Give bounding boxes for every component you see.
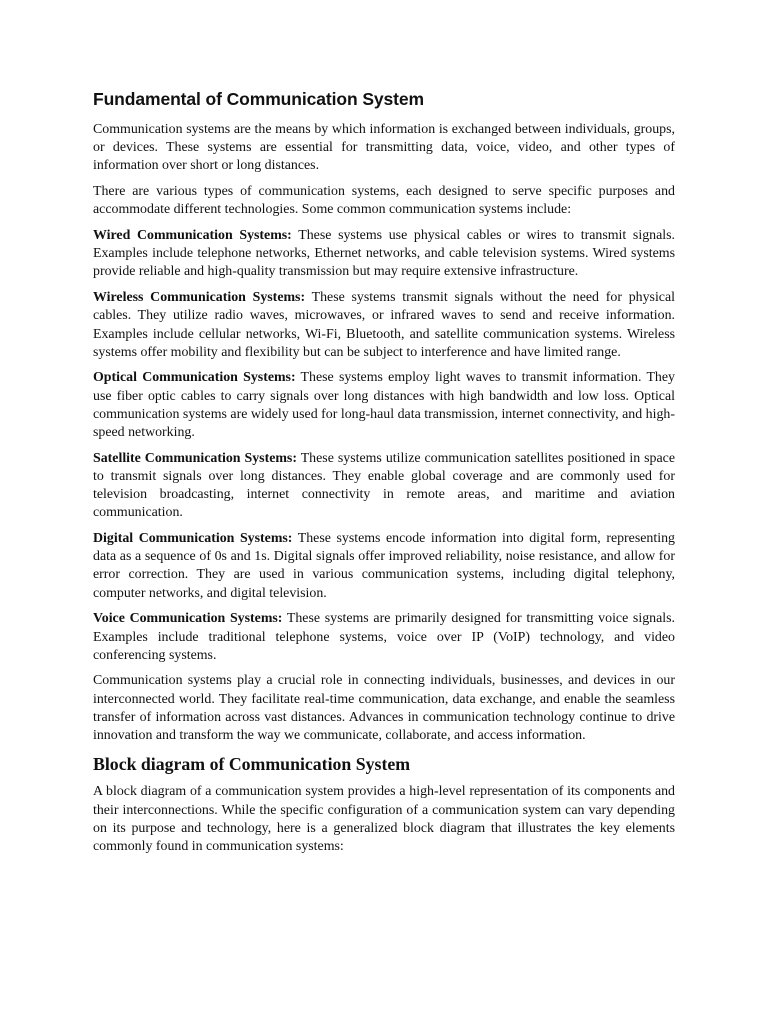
document-page: [93, 88, 675, 864]
satellite-systems-text: These systems utilize communication satellites positioned in space to transmit signals over long distances. They enable global coverage and are commonly used for television broadcasting, internet connectivity in remote areas, and maritime and aviation communication.: [93, 450, 675, 521]
wireless-systems-term: Wireless Communication Systems:: [93, 290, 306, 306]
intro-paragraph-2: There are various types of communication systems, each designed to serve specific purposes and accommodate different technologies. Some common communication systems include:: [93, 184, 675, 218]
optical-systems-text: These systems employ light waves to transmit information. They use fiber optic cables to carry signals over long distances with high bandwidth and low loss. Optical communication systems are widely used for long-haul data transmission, internet connectivity, and high-speed networking.: [93, 370, 675, 441]
wired-systems-text: These systems use physical cables or wires to transmit signals. Examples include telephone networks, Ethernet networks, and cable television systems. Wired systems provide reliable and high-quality transmission but may require extensive infrastructure.: [93, 228, 675, 280]
wireless-systems-text: These systems transmit signals without the need for physical cables. They utilize radio waves, microwaves, or infrared waves to send and receive information. Examples include cellular networks, Wi-Fi, Bluetooth, and satellite communication systems. Wireless systems offer mobility and flexibility but can be subject to interference and have limited range.: [93, 290, 675, 360]
satellite-systems-paragraph: [93, 450, 675, 523]
voice-systems-text: These systems are primarily designed for transmitting voice signals. Examples include traditional telephone systems, voice over IP (VoIP) technology, and video conferencing systems.: [93, 611, 675, 663]
optical-systems-term: Optical Communication Systems:: [93, 370, 296, 386]
wired-systems-term: Wired Communication Systems:: [93, 228, 292, 244]
block-diagram-heading: Block diagram of Communication System: [93, 754, 411, 775]
wired-systems-paragraph: [93, 227, 675, 282]
digital-systems-text: These systems encode information into digital form, representing data as a sequence of 0s and 1s. Digital signals offer improved reliability, noise resistance, and allow for error correction. They are used in various communication systems, including digital telephony, computer networks, and digital television.: [93, 531, 675, 601]
voice-systems-paragraph: [93, 610, 675, 665]
digital-systems-term: Digital Communication Systems:: [93, 531, 293, 547]
satellite-systems-term: Satellite Communication Systems:: [93, 450, 297, 466]
digital-systems-paragraph: [93, 530, 675, 603]
closing-paragraph: Communication systems play a crucial role in connecting individuals, businesses, and devices in our interconnected world. They facilitate real-time communication, data exchange, and enable the seamless transfer of information across vast distances. Advances in communication technology continue to drive innovation and transform the way we communicate, collaborate, and access information.: [93, 673, 675, 744]
document-title: Fundamental of Communication System: [93, 89, 424, 109]
voice-systems-term: Voice Communication Systems:: [93, 611, 283, 627]
wireless-systems-paragraph: [93, 289, 675, 362]
optical-systems-paragraph: [93, 369, 675, 442]
block-diagram-paragraph: A block diagram of a communication system provides a high-level representation of its components and their interconnections. While the specific configuration of a communication system can vary depending on its purpose and technology, here is a generalized block diagram that illustrates the key elements commonly found in communication systems:: [93, 784, 675, 854]
intro-paragraph-1: Communication systems are the means by which information is exchanged between individuals, groups, or devices. These systems are essential for transmitting data, voice, video, and other types of information over short or long distances.: [93, 122, 675, 174]
